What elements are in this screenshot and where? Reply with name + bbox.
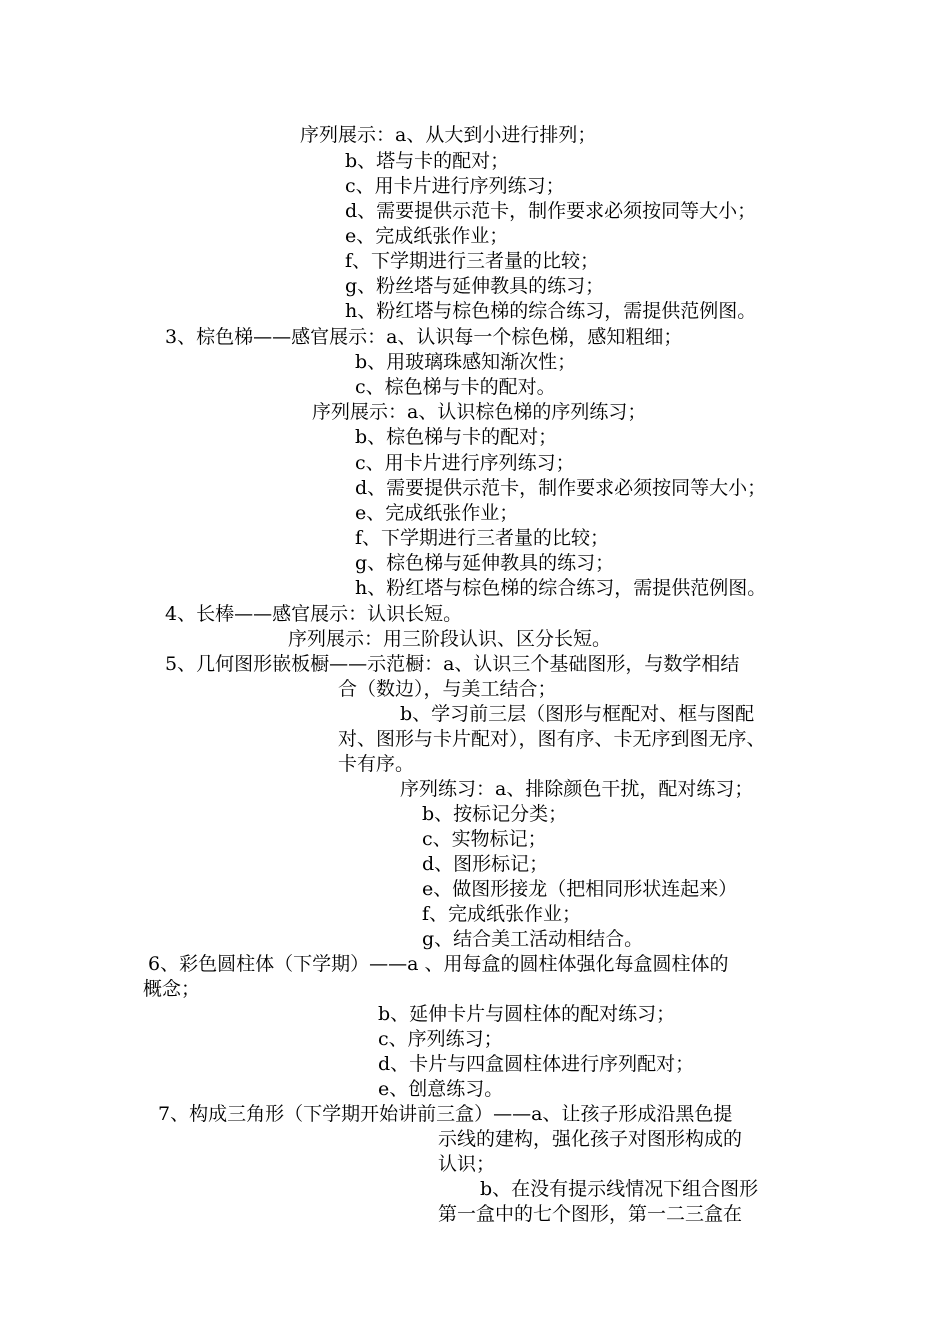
text-line: h、粉红塔与棕色梯的综合练习，需提供范例图。 xyxy=(345,300,757,322)
text-line: g、粉丝塔与延伸教具的练习； xyxy=(345,275,605,297)
text-line: 序列展示：a、从大到小进行排列； xyxy=(300,124,597,146)
text-line: d、卡片与四盒圆柱体进行序列配对； xyxy=(378,1053,695,1075)
text-line: 序列练习：a、排除颜色干扰，配对练习； xyxy=(400,778,754,800)
text-line: f、下学期进行三者量的比较； xyxy=(345,250,600,272)
text-line: 示线的建构，强化孩子对图形构成的 xyxy=(438,1128,743,1150)
text-line: d、需要提供示范卡，制作要求必须按同等大小； xyxy=(345,200,757,222)
text-line: g、结合美工活动相结合。 xyxy=(422,928,644,950)
text-line: b、在没有提示线情况下组合图形 xyxy=(480,1178,759,1200)
text-line: 对、图形与卡片配对），图有序、卡无序到图无序、 xyxy=(338,728,766,750)
text-line: b、塔与卡的配对； xyxy=(345,150,510,172)
text-line: e、创意练习。 xyxy=(378,1078,504,1100)
text-line: c、用卡片进行序列练习； xyxy=(345,175,565,197)
text-line: g、棕色梯与延伸教具的练习； xyxy=(355,552,615,574)
text-line: d、图形标记； xyxy=(422,853,549,875)
text-line: e、完成纸张作业； xyxy=(345,225,509,247)
text-line: c、棕色梯与卡的配对。 xyxy=(355,376,556,398)
text-line: c、序列练习； xyxy=(378,1028,503,1050)
text-line: 卡有序。 xyxy=(338,753,415,775)
text-line: 合（数边），与美工结合； xyxy=(338,678,557,700)
text-line: 6、彩色圆柱体（下学期）——a 、用每盒的圆柱体强化每盒圆柱体的 xyxy=(148,953,729,975)
text-line: d、需要提供示范卡，制作要求必须按同等大小； xyxy=(355,477,767,499)
text-line: 概念； xyxy=(143,978,201,1000)
text-line: f、下学期进行三者量的比较； xyxy=(355,527,610,549)
text-line: c、用卡片进行序列练习； xyxy=(355,452,575,474)
text-line: f、完成纸张作业； xyxy=(422,903,582,925)
text-line: h、粉红塔与棕色梯的综合练习，需提供范例图。 xyxy=(355,577,767,599)
text-line: c、实物标记； xyxy=(422,828,547,850)
text-line: b、用玻璃珠感知渐次性； xyxy=(355,351,577,373)
text-line: 4、长棒——感官展示：认识长短。 xyxy=(165,603,463,625)
text-line: b、棕色梯与卡的配对； xyxy=(355,426,558,448)
text-line: b、学习前三层（图形与框配对、框与图配 xyxy=(400,703,755,725)
text-line: 序列展示：a、认识棕色梯的序列练习； xyxy=(312,401,647,423)
text-line: 3、棕色梯——感官展示：a、认识每一个棕色梯，感知粗细； xyxy=(165,326,683,348)
text-line: b、延伸卡片与圆柱体的配对练习； xyxy=(378,1003,676,1025)
text-line: b、按标记分类； xyxy=(422,803,568,825)
text-line: 7、构成三角形（下学期开始讲前三盒）——a、让孩子形成沿黑色提 xyxy=(158,1103,733,1125)
text-line: e、完成纸张作业； xyxy=(355,502,519,524)
text-line: e、做图形接龙（把相同形状连起来） xyxy=(422,878,738,900)
text-line: 序列展示：用三阶段认识、区分长短。 xyxy=(288,628,612,650)
text-line: 认识； xyxy=(438,1153,496,1175)
text-line: 5、几何图形嵌板橱——示范橱：a、认识三个基础图形，与数学相结 xyxy=(165,653,740,675)
text-line: 第一盒中的七个图形，第一二三盒在 xyxy=(438,1203,743,1225)
